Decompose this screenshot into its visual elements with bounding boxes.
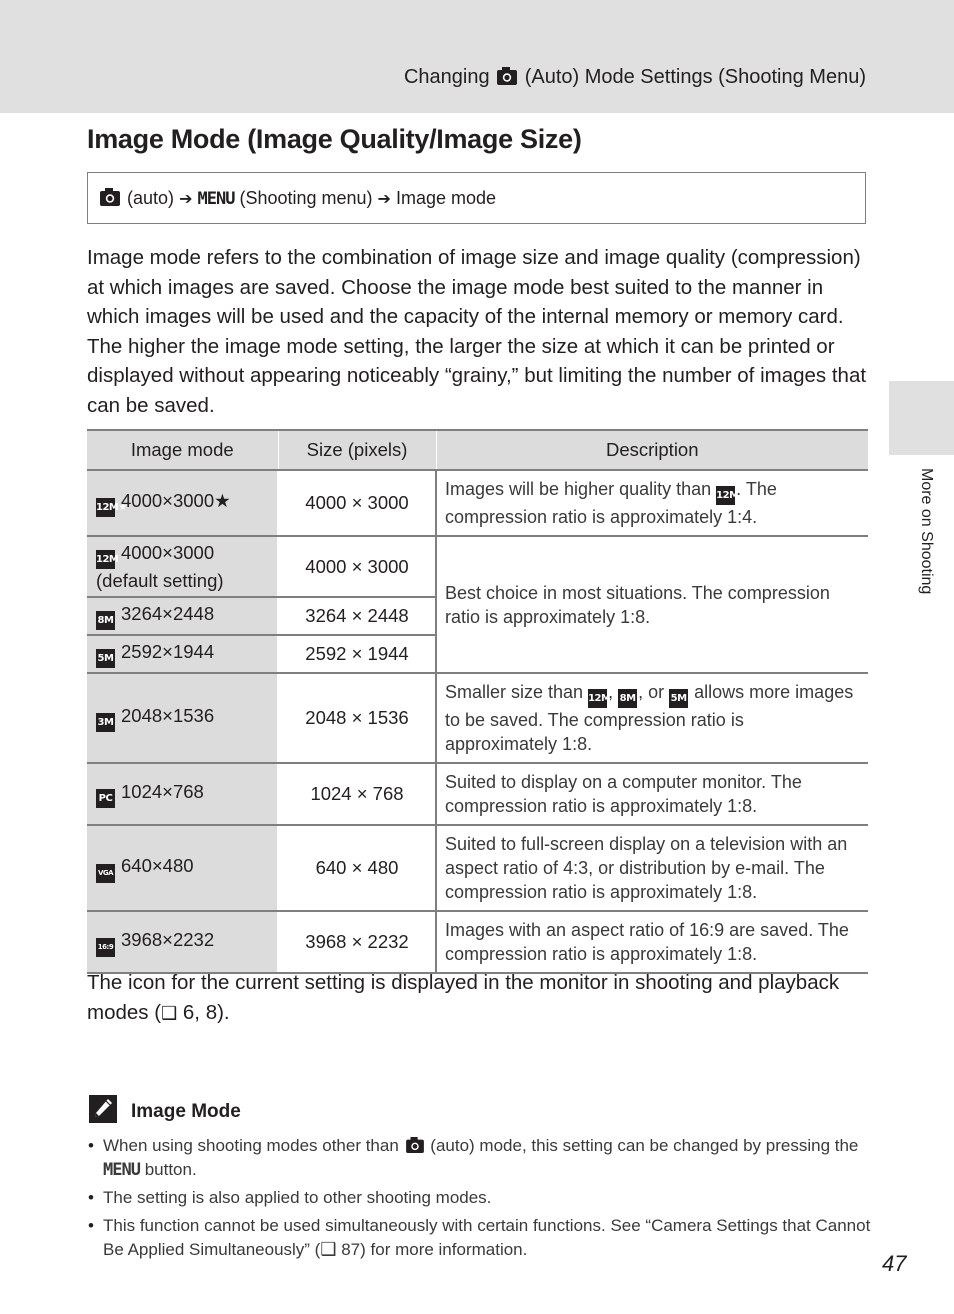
camera-icon xyxy=(497,67,517,85)
list-item xyxy=(88,1134,878,1182)
desc-text: Images will be higher quality than xyxy=(445,479,712,499)
desc-text: allows more images to be saved. The compression ratio is approximately 1:8. xyxy=(445,682,854,754)
mode-cell xyxy=(87,825,278,911)
mode-cell xyxy=(87,597,278,635)
mode-cell xyxy=(87,673,278,763)
running-header xyxy=(404,66,866,89)
notes-list xyxy=(88,1134,878,1266)
header-band xyxy=(0,0,954,113)
page-title: Image Mode (Image Quality/Image Size) xyxy=(87,124,582,154)
mode-label: 3968×2232 xyxy=(121,928,215,950)
size-cell: 3968 × 2232 xyxy=(278,911,436,973)
mode-label: 1024×768 xyxy=(121,781,204,802)
side-tab xyxy=(889,381,954,455)
camera-icon xyxy=(406,1137,424,1153)
nav-shooting-menu: (Shooting menu) xyxy=(239,188,373,208)
pencil-icon-glyph xyxy=(89,1095,117,1123)
mode-label: 2592×1944 xyxy=(121,641,215,662)
mode-label: 4000×3000★ xyxy=(121,490,231,511)
arrow-icon: ➔ xyxy=(377,191,391,208)
camera-icon xyxy=(100,188,120,206)
table-row xyxy=(87,763,868,825)
table-header-row xyxy=(87,430,868,470)
page-number: 47 xyxy=(882,1251,907,1276)
mode-12m-star-icon: 12M★ xyxy=(96,498,115,517)
header-description: Description xyxy=(436,430,868,470)
size-cell: 3264 × 2448 xyxy=(278,597,436,635)
table-row xyxy=(87,536,868,597)
book-icon: ❑ xyxy=(161,1002,178,1024)
mode-cell xyxy=(87,911,278,973)
nav-target: Image mode xyxy=(395,188,497,208)
bullet-text: 87) for more information. xyxy=(341,1240,528,1259)
bullet-text: When using shooting modes other than xyxy=(103,1136,399,1155)
size-cell: 4000 × 3000 xyxy=(278,536,436,597)
mode-12m-icon: 12M xyxy=(96,550,115,569)
intro-paragraph: Image mode refers to the combination of image size and image quality (compression) at which images are saved. Choose the image mode best suited to the manner in which images will be used and the capacity of the internal memory or memory card. The higher the image mode setting, the larger the size at which it can be printed or displayed without appearing noticeably “grainy,” but limiting the number of images that can be saved. xyxy=(87,246,867,417)
mode-label: 4000×3000 xyxy=(121,541,215,563)
description-cell: Best choice in most situations. The compression ratio is approximately 1:8. xyxy=(436,536,868,673)
desc-text: Smaller size than xyxy=(445,682,584,702)
table-row xyxy=(87,673,868,763)
mode-cell xyxy=(87,536,278,597)
mode-cell xyxy=(87,763,278,825)
pencil-icon xyxy=(89,1095,117,1123)
icon-note xyxy=(87,968,869,1028)
description-cell: Suited to full-screen display on a television with an aspect ratio of 4:3, or distribution by e-mail. The compression ratio is approximately 1:8. xyxy=(436,825,868,911)
desc-text: , or xyxy=(638,682,665,702)
menu-path xyxy=(87,172,866,224)
default-setting-label: (default setting) xyxy=(96,569,224,591)
table-row xyxy=(87,911,868,973)
list-item: • The setting is also applied to other shooting modes. xyxy=(88,1186,878,1210)
description-cell: Images with an aspect ratio of 16:9 are saved. The compression ratio is approximately 1:8. xyxy=(436,911,868,973)
header-image-mode: Image mode xyxy=(87,430,278,470)
mode-5m-icon: 5M xyxy=(96,649,115,668)
mode-16-9-icon: 16:9 xyxy=(96,938,115,957)
side-tab-label: More on Shooting xyxy=(918,468,935,595)
mode-5m-icon: 5M xyxy=(669,689,688,708)
note-text: 6, 8). xyxy=(182,1000,230,1024)
menu-button-glyph: MENU xyxy=(197,189,235,209)
mode-vga-icon: VGA xyxy=(96,864,115,883)
mode-3m-icon: 3M xyxy=(96,713,115,732)
note-text: The icon for the current setting is displayed in the monitor in shooting and playback modes ( xyxy=(87,971,840,1024)
book-icon: ❑ xyxy=(320,1239,337,1260)
table-row xyxy=(87,825,868,911)
desc-text: . The compression ratio is approximately 1:4. xyxy=(445,479,777,527)
image-mode-table xyxy=(87,429,868,974)
menu-button-glyph: MENU xyxy=(103,1160,140,1180)
size-cell: 640 × 480 xyxy=(278,825,436,911)
size-cell: 1024 × 768 xyxy=(278,763,436,825)
description-cell: Suited to display on a computer monitor. The compression ratio is approximately 1:8. xyxy=(436,763,868,825)
header-prefix: Changing xyxy=(403,66,490,88)
mode-8m-icon: 8M xyxy=(618,689,637,708)
header-size: Size (pixels) xyxy=(278,430,436,470)
header-suffix: (Auto) Mode Settings (Shooting Menu) xyxy=(524,66,866,88)
mode-12m-icon: 12M xyxy=(716,486,735,505)
mode-pc-icon: PC xyxy=(96,789,115,808)
mode-label: 2048×1536 xyxy=(121,705,215,726)
subsection-title: Image Mode xyxy=(131,1101,241,1122)
size-cell: 2592 × 1944 xyxy=(278,635,436,673)
size-cell: 2048 × 1536 xyxy=(278,673,436,763)
mode-label: 640×480 xyxy=(121,854,194,876)
bullet-text: (auto) mode, this setting can be changed by pressing the xyxy=(430,1136,859,1155)
size-cell: 4000 × 3000 xyxy=(278,470,436,536)
mode-12m-icon: 12M xyxy=(588,689,607,708)
mode-label: 3264×2448 xyxy=(121,603,215,624)
mode-cell xyxy=(87,470,278,536)
mode-cell xyxy=(87,635,278,673)
table-row xyxy=(87,470,868,536)
desc-text: , xyxy=(608,682,614,702)
description-cell xyxy=(436,470,868,536)
list-item xyxy=(88,1214,878,1262)
arrow-icon: ➔ xyxy=(179,191,193,208)
bullet-text: This function cannot be used simultaneously with certain functions. See “Camera Settings that Cannot Be Applied Simultaneously” ( xyxy=(103,1216,871,1259)
description-cell xyxy=(436,673,868,763)
bullet-text: button. xyxy=(144,1160,197,1179)
mode-8m-icon: 8M xyxy=(96,611,115,630)
nav-auto: (auto) xyxy=(127,188,175,208)
